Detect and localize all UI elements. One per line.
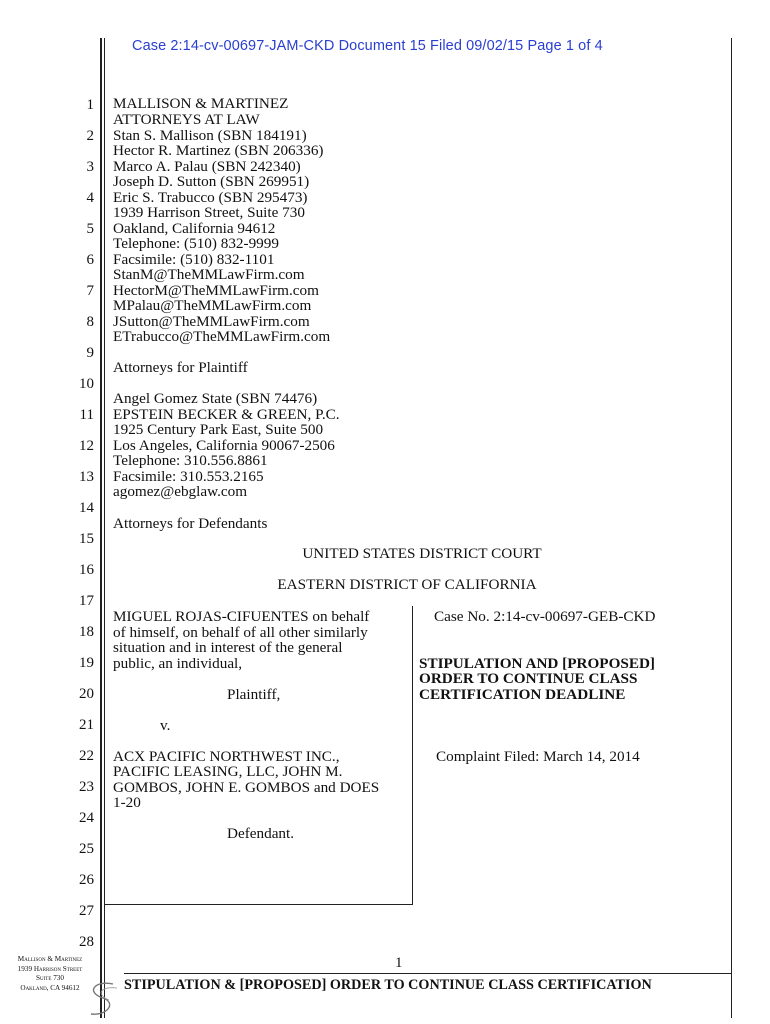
complaint-filed: Complaint Filed: March 14, 2014 bbox=[436, 748, 640, 765]
line-number: 14 bbox=[79, 500, 94, 516]
footer-firm-line: Mallison & Martinez bbox=[17, 955, 83, 963]
line-number: 9 bbox=[86, 345, 94, 361]
caption-bottom-rule bbox=[105, 904, 413, 905]
line-number: 10 bbox=[79, 376, 94, 392]
gpo-authentication-seal-icon bbox=[55, 978, 125, 1018]
line-number: 23 bbox=[79, 779, 94, 795]
caption-divider bbox=[412, 606, 413, 904]
counsel-line: Telephone: 310.556.8861 bbox=[113, 452, 268, 469]
counsel-line: 1925 Century Park East, Suite 500 bbox=[113, 421, 324, 438]
line-number: 4 bbox=[86, 190, 94, 206]
plaintiff-name: MIGUEL ROJAS-CIFUENTES on behalf bbox=[113, 608, 370, 625]
case-number: Case No. 2:14-cv-00697-GEB-CKD bbox=[434, 608, 656, 625]
counsel-line: Stan S. Mallison (SBN 184191) bbox=[113, 127, 307, 144]
line-number: 18 bbox=[79, 624, 94, 640]
line-number: 16 bbox=[79, 562, 94, 578]
line-number: 20 bbox=[79, 686, 94, 702]
left-margin-rule-outer bbox=[100, 38, 102, 1018]
defendant-name: PACIFIC LEASING, LLC, JOHN M. bbox=[113, 763, 343, 780]
counsel-line: Facsimile: 310.553.2165 bbox=[113, 468, 264, 485]
line-number: 26 bbox=[79, 872, 94, 888]
counsel-line: Joseph D. Sutton (SBN 269951) bbox=[113, 173, 310, 190]
line-number: 21 bbox=[79, 717, 94, 733]
line-number: 11 bbox=[79, 407, 94, 423]
line-number: 19 bbox=[79, 655, 94, 671]
counsel-line: Marco A. Palau (SBN 242340) bbox=[113, 158, 301, 175]
plaintiff-label: Plaintiff, bbox=[227, 686, 281, 703]
footer-firm-line: 1939 Harrison Street bbox=[17, 964, 83, 973]
line-number: 8 bbox=[86, 314, 94, 330]
line-number: 22 bbox=[79, 748, 94, 764]
line-number: 17 bbox=[79, 593, 94, 609]
counsel-line: Eric S. Trabucco (SBN 295473) bbox=[113, 189, 308, 206]
defendant-name: GOMBOS, JOHN E. GOMBOS and DOES bbox=[113, 779, 380, 796]
line-number: 3 bbox=[86, 159, 94, 175]
counsel-line: ATTORNEYS AT LAW bbox=[113, 111, 260, 128]
page-number: 1 bbox=[395, 955, 403, 971]
document-title: ORDER TO CONTINUE CLASS bbox=[419, 670, 638, 687]
footer-title: STIPULATION & [PROPOSED] ORDER TO CONTINUE CLASS CERTIFICATION bbox=[124, 977, 652, 993]
line-number: 28 bbox=[79, 934, 94, 950]
right-margin-rule bbox=[731, 38, 732, 1018]
counsel-line: Angel Gomez State (SBN 74476) bbox=[113, 390, 318, 407]
line-number: 12 bbox=[79, 438, 94, 454]
counsel-line: Telephone: (510) 832-9999 bbox=[113, 235, 279, 252]
counsel-line: Oakland, California 94612 bbox=[113, 220, 276, 237]
line-number: 5 bbox=[86, 221, 94, 237]
footer-rule bbox=[124, 973, 732, 974]
plaintiff-name: public, an individual, bbox=[113, 655, 243, 672]
counsel-line: Los Angeles, California 90067-2506 bbox=[113, 437, 335, 454]
document-title: CERTIFICATION DEADLINE bbox=[419, 686, 626, 703]
line-number: 13 bbox=[79, 469, 94, 485]
line-number: 1 bbox=[86, 97, 94, 113]
line-number: 27 bbox=[79, 903, 94, 919]
counsel-email: ETrabucco@TheMMLawFirm.com bbox=[113, 328, 331, 345]
plaintiff-name: situation and in interest of the general bbox=[113, 639, 343, 656]
counsel-line: Hector R. Martinez (SBN 206336) bbox=[113, 142, 324, 159]
document-title: STIPULATION AND [PROPOSED] bbox=[419, 655, 655, 672]
defendant-label: Defendant. bbox=[227, 825, 295, 842]
line-number: 15 bbox=[79, 531, 94, 547]
counsel-email: StanM@TheMMLawFirm.com bbox=[113, 266, 305, 283]
line-number: 25 bbox=[79, 841, 94, 857]
counsel-email: HectorM@TheMMLawFirm.com bbox=[113, 282, 319, 299]
footer-firm-line: Suite 730 bbox=[36, 974, 64, 982]
defendant-name: ACX PACIFIC NORTHWEST INC., bbox=[113, 748, 340, 765]
counsel-role: Attorneys for Defendants bbox=[113, 515, 268, 532]
court-district: EASTERN DISTRICT OF CALIFORNIA bbox=[277, 576, 537, 593]
counsel-email: JSutton@TheMMLawFirm.com bbox=[113, 313, 310, 330]
line-number: 24 bbox=[79, 810, 94, 826]
case-header: Case 2:14-cv-00697-JAM-CKD Document 15 Filed 09/02/15 Page 1 of 4 bbox=[132, 38, 603, 54]
counsel-line: MALLISON & MARTINEZ bbox=[113, 95, 289, 112]
counsel-email: MPalau@TheMMLawFirm.com bbox=[113, 297, 312, 314]
line-number: 6 bbox=[86, 252, 94, 268]
counsel-line: Facsimile: (510) 832-1101 bbox=[113, 251, 275, 268]
footer-firm-line: Oakland, CA 94612 bbox=[20, 983, 80, 992]
line-number: 7 bbox=[86, 283, 94, 299]
defendant-name: 1-20 bbox=[113, 794, 141, 811]
plaintiff-name: of himself, on behalf of all other similarly bbox=[113, 624, 368, 641]
counsel-email: agomez@ebglaw.com bbox=[113, 483, 248, 500]
versus: v. bbox=[160, 717, 171, 734]
line-number: 2 bbox=[86, 128, 94, 144]
counsel-line: EPSTEIN BECKER & GREEN, P.C. bbox=[113, 406, 340, 423]
counsel-line: 1939 Harrison Street, Suite 730 bbox=[113, 204, 305, 221]
counsel-role: Attorneys for Plaintiff bbox=[113, 359, 248, 376]
court-name: UNITED STATES DISTRICT COURT bbox=[302, 545, 542, 562]
left-margin-rule-inner bbox=[104, 38, 105, 1018]
